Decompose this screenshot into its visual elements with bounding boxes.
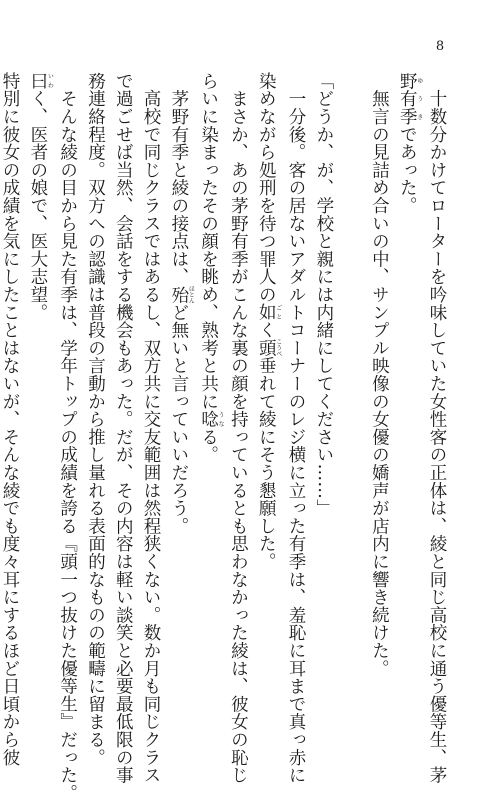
text-line: 「どうか、が、学校と親には内緒にしてください……」 xyxy=(313,72,334,517)
ruby-word: 如ごと xyxy=(256,303,282,322)
text-line: 無言の見詰め合いの中、サンプル映像の女優の嬌声が店内に響き続けた。 xyxy=(369,72,390,678)
text-line: 高校で同じクラスではあるし、双方共に交友範囲は然程狭くない。数か月も同じクラス xyxy=(141,72,162,784)
ruby-word: 唸うな xyxy=(198,410,225,429)
text-line: 一分後。客の居ないアダルトコーナーのレジ横に立った有季は、羞恥に耳まで真っ赤に xyxy=(286,72,307,784)
text-line: 染めながら処刑を待つ罪人の如ごとく頭こうべ垂れて綾にそう懇願した。 xyxy=(256,72,282,571)
text-line: そんな綾の目から見た有季は、学年トップの成績を誇る『頭一つ抜けた優等生』だった。 xyxy=(57,72,78,802)
ruby-word: 殆ほとん xyxy=(168,285,195,304)
ruby-word: 頭こうべ xyxy=(256,338,282,357)
novel-text xyxy=(0,72,450,802)
text-line: 務連絡程度。双方への認識は普段の言動から推し量れる表面的なものの範疇に留まる。 xyxy=(85,72,106,767)
blank-line xyxy=(337,72,365,662)
text-line: らいに染まったその顔を眺め、熟考と共に唸うなる。 xyxy=(198,72,225,464)
page-number: 8 xyxy=(435,39,445,54)
text-line: 野有季ゆうきであった。 xyxy=(397,72,423,215)
text-line: 十数分かけてローターを吟味していた女性客の正体は、綾と同じ高校に通う優等生、茅 xyxy=(427,72,447,784)
text-line: まさか、あの茅野有季がこんな裏の顔を持っているとも思わなかった綾は、彼女の恥じ xyxy=(228,72,249,784)
text-line: で過ごせば当然、会話をする機会もあった。だが、その内容は軽い談笑と必要最低限の事 xyxy=(113,72,134,784)
ruby-word: 曰いわ xyxy=(27,72,54,90)
text-line: 特別に彼女の成績を気にしたことはないが、そんな綾でも度々耳にするほど日頃から彼 xyxy=(0,72,21,767)
text-line: 茅野有季と綾の接点は、殆ほとんど無いと言っていいだろう。 xyxy=(168,72,195,535)
ruby-word: 野有季ゆうき xyxy=(397,72,423,126)
text-line: 曰いわく、医者の娘で、医大志望。 xyxy=(27,72,54,322)
